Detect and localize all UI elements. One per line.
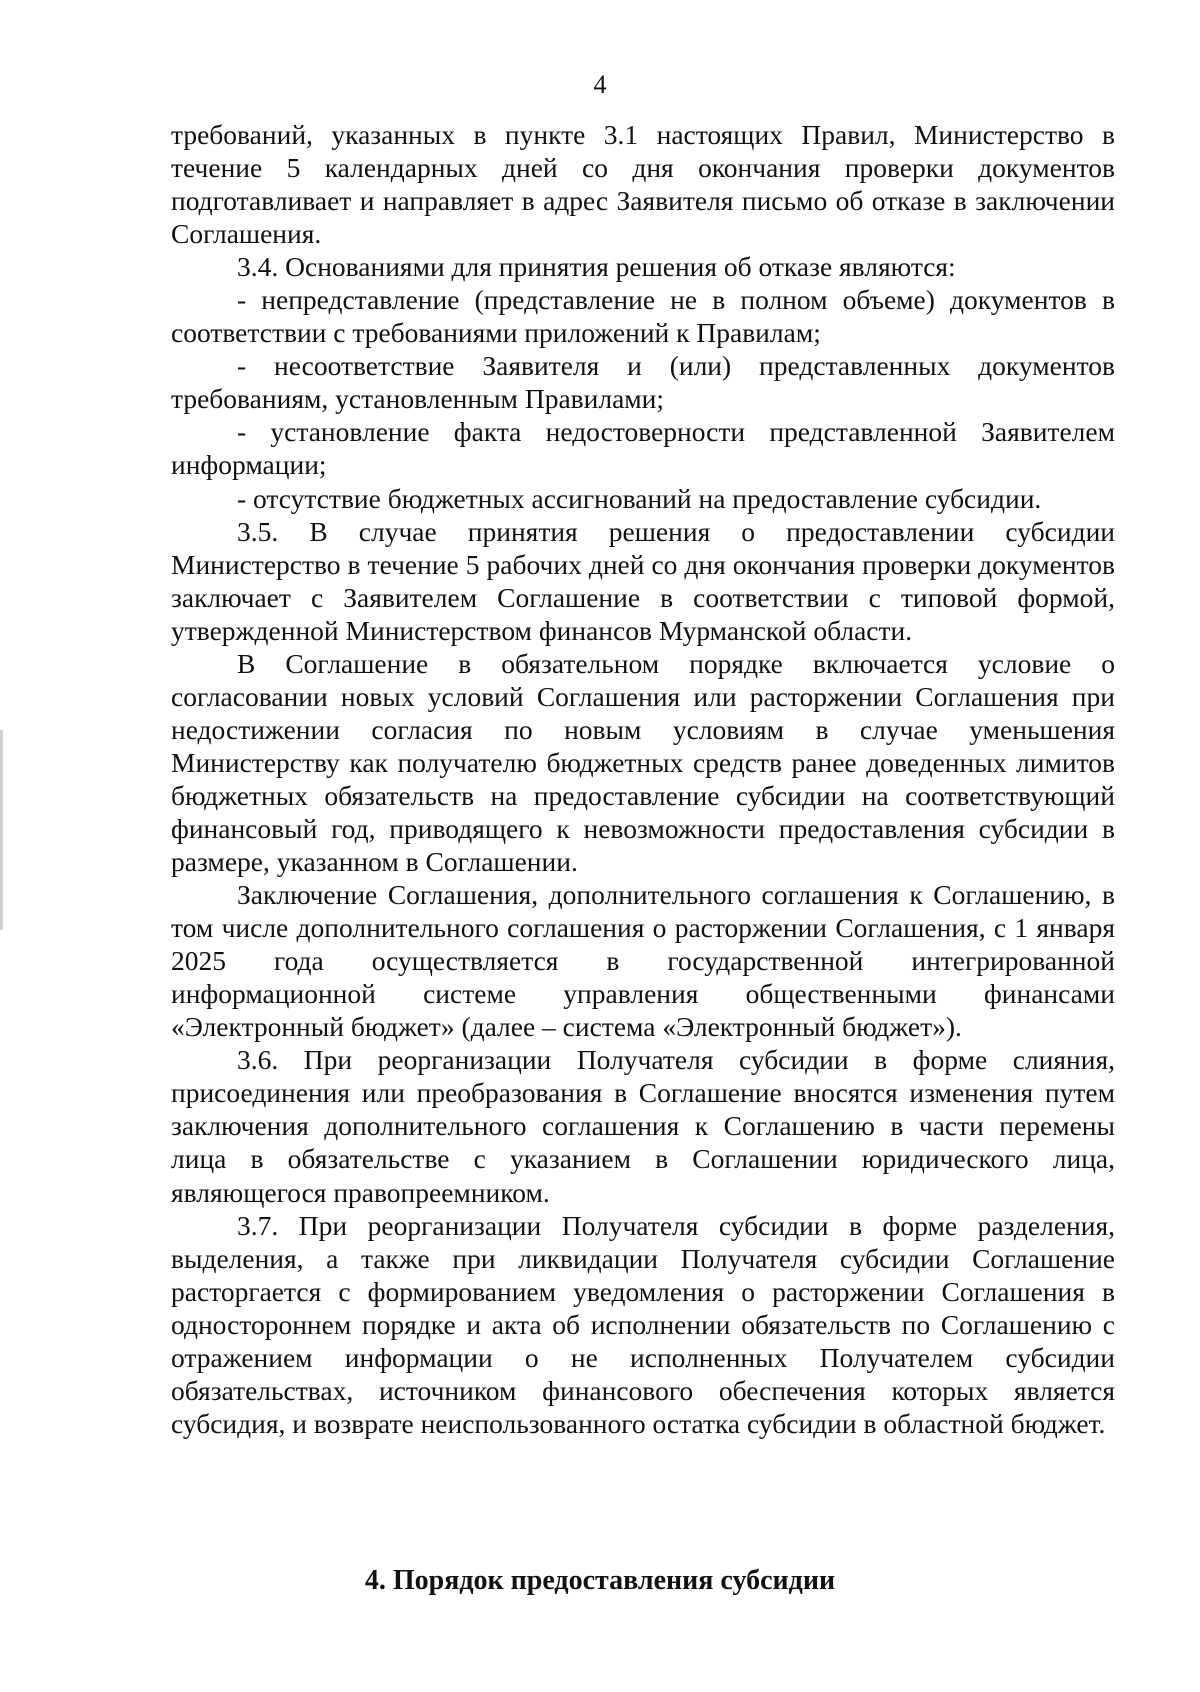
- paragraph-3-6: 3.6. При реорганизации Получателя субсидии в форме слияния, присоединения или преобразования в Соглашение вносятся изменения путем заключения дополнительного соглашения к Соглашению в части перемены лица в обязательстве с указанием в Соглашении юридического лица, являющегося правопреемником.: [171, 1044, 1115, 1208]
- list-item-noncompliance: - несоответствие Заявителя и (или) представленных документов требованиям, установленным Правилами;: [171, 350, 1115, 415]
- list-item-nonsubmission: - непредставление (представление не в полном объеме) документов в соответствии с требованиями приложений к Правилам;: [171, 284, 1115, 349]
- list-item-no-budget: - отсутствие бюджетных ассигнований на предоставление субсидии.: [237, 482, 1042, 514]
- paragraph-3-7: 3.7. При реорганизации Получателя субсидии в форме разделения, выделения, а также при ликвидации Получателя субсидии Соглашение расторгается с формированием уведомления о расторжении Соглашения в одностороннем порядке и акта об исполнении обязательств по Соглашению с отражением информации о не исполненных Получателем субсидии обязательствах, источником финансового обеспечения которых является субсидия, и возврате неиспользованного остатка субсидии в областной бюджет.: [171, 1209, 1115, 1439]
- section-heading: 4. Порядок предоставления субсидии: [364, 1565, 836, 1596]
- paragraph-3-5: 3.5. В случае принятия решения о предоставлении субсидии Министерство в течение 5 рабочих дней со дня окончания проверки документов заключает с Заявителем Соглашение в соответствии с типовой формой, утвержденной Министерством финансов Мурманской области.: [171, 515, 1115, 646]
- scan-margin-mark: [0, 730, 3, 930]
- paragraph-continuation: требований, указанных в пункте 3.1 настоящих Правил, Министерство в течение 5 календарных дней со дня окончания проверки документов подготавливает и направляет в адрес Заявителя письмо об отказе в заключении Соглашения.: [171, 119, 1115, 250]
- paragraph-electronic-budget: Заключение Соглашения, дополнительного соглашения к Соглашению, в том числе дополнительного соглашения о расторжении Соглашения, с 1 января 2025 года осуществляется в государственной интегрированной информационной системе управления общественными финансами «Электронный бюджет» (далее – система «Электронный бюджет»).: [171, 879, 1115, 1043]
- paragraph-agreement-condition: В Соглашение в обязательном порядке включается условие о согласовании новых условий Соглашения или расторжении Соглашения при недостижении согласия по новым условиям в случае уменьшения Министерству как получателю бюджетных средств ранее доведенных лимитов бюджетных обязательств на предоставление субсидии на соответствующий финансовый год, приводящего к невозможности предоставления субсидии в размере, указанном в Соглашении.: [171, 647, 1115, 878]
- list-item-unreliable-info: - установление факта недостоверности представленной Заявителем информации;: [171, 416, 1115, 481]
- page-number: 4: [593, 70, 607, 99]
- paragraph-3-4: 3.4. Основаниями для принятия решения об отказе являются:: [237, 251, 956, 283]
- document-body: [171, 118, 1115, 1440]
